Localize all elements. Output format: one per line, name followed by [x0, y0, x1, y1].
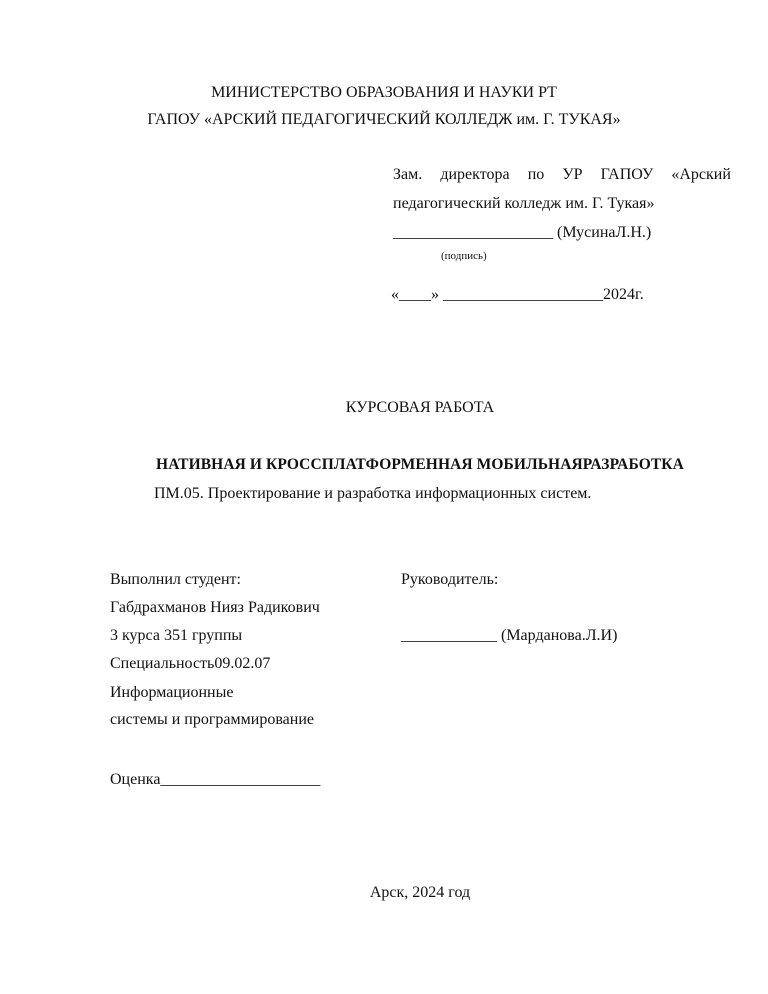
student-name: Габдрахманов Нияз Радикович — [110, 599, 320, 616]
approval-word: ГАПОУ — [600, 166, 654, 183]
city-year: Арск, 2024 год — [369, 884, 471, 901]
approval-date-line: «____» ____________________2024г. — [391, 286, 644, 303]
grade-line: Оценка____________________ — [110, 771, 321, 788]
supervisor-label: Руководитель: — [401, 571, 499, 588]
supervisor-signature: ____________ (Марданова.Л.И) — [401, 627, 618, 644]
ministry-title: МИНИСТЕРСТВО ОБРАЗОВАНИЯ И НАУКИ РТ — [211, 84, 557, 101]
student-specialty-name-1: Информационные — [110, 684, 234, 701]
approval-word: по — [527, 166, 545, 183]
student-specialty: Специальность09.02.07 — [110, 655, 271, 672]
student-label: Выполнил студент: — [110, 571, 241, 588]
approval-college-line: педагогический колледж им. Г. Тукая» — [393, 195, 655, 212]
approval-position-line — [393, 165, 731, 184]
approval-word: «Арский — [671, 166, 731, 183]
institution-title: ГАПОУ «АРСКИЙ ПЕДАГОГИЧЕСКИЙ КОЛЛЕДЖ им. Г. ТУКАЯ» — [147, 111, 621, 128]
approval-signature-line: ____________________ (МусинаЛ.Н.) — [393, 224, 652, 241]
student-group: 3 курса 351 группы — [110, 627, 243, 644]
student-specialty-name-2: системы и программирование — [110, 711, 315, 728]
approval-word: Зам. — [393, 166, 423, 183]
approval-word: директора — [440, 166, 510, 183]
signature-caption: (подпись) — [441, 250, 487, 262]
professional-module: ПМ.05. Проектирование и разработка информационных систем. — [154, 485, 592, 502]
work-type: КУРСОВАЯ РАБОТА — [345, 399, 495, 416]
approval-word: УР — [562, 166, 583, 183]
work-theme: НАТИВНАЯ И КРОССПЛАТФОРМЕННАЯ МОБИЛЬНАЯРАЗРАБОТКА — [156, 456, 684, 473]
